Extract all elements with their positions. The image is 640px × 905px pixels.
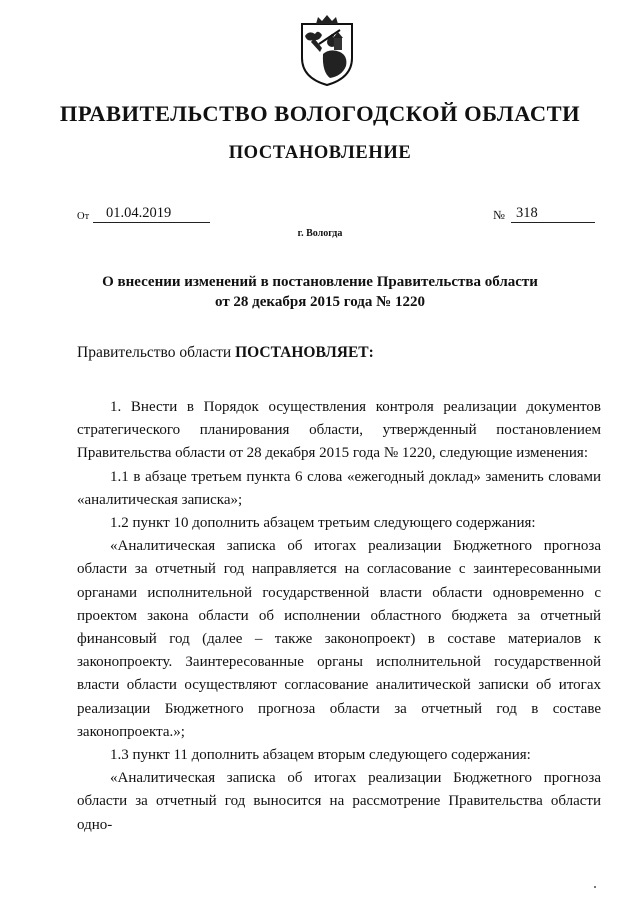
city-label: г. Вологда	[297, 228, 343, 239]
scan-speck	[594, 886, 596, 888]
document-subject	[0, 272, 640, 312]
body-paragraph: 1.3 пункт 11 дополнить абзацем вторым следующего содержания:	[110, 747, 531, 764]
number-field: 318	[511, 205, 595, 223]
resolve-prefix: Правительство области	[77, 344, 236, 361]
body-paragraph: 1. Внести в Порядок осуществления контроля реализации документов стратегического планирования области, утвержденный постановлением Правительства области от 28 декабря 2015 года № 1220, следующие изменения:	[77, 399, 601, 462]
subject-line-2: от 28 декабря 2015 года № 1220	[215, 294, 425, 310]
document-type-title: ПОСТАНОВЛЕНИЕ	[228, 143, 412, 163]
date-field: 01.04.2019	[93, 205, 210, 223]
subject-line-1: О внесении изменений в постановление Правительства области	[102, 274, 538, 290]
vologda-coat-of-arms-icon	[296, 14, 358, 88]
body-paragraph: «Аналитическая записка об итогах реализации Бюджетного прогноза области за отчетный год направляется на согласование с заинтересованными органами исполнительной государственной власти области одновременно с проектом закона области об исполнении областного бюджета за отчетный финансовый год (далее – также законопроект) в составе материалов к законопроекту. Заинтересованные органы исполнительной государственной власти области осуществляют согласование аналитической записки об итогах реализации Бюджетного прогноза области за отчетный год в составе законопроекта.»;	[77, 538, 601, 740]
date-label: От	[77, 211, 90, 222]
resolve-statement	[77, 344, 374, 362]
body-paragraph: 1.2 пункт 10 дополнить абзацем третьим следующего содержания:	[110, 515, 536, 532]
resolve-keyword: ПОСТАНОВЛЯЕТ:	[235, 344, 374, 361]
body-paragraph: 1.1 в абзаце третьем пункта 6 слова «ежегодный доклад» заменить словами «аналитическая записка»;	[77, 468, 601, 508]
number-label: №	[493, 208, 505, 222]
government-title: ПРАВИТЕЛЬСТВО ВОЛОГОДСКОЙ ОБЛАСТИ	[59, 101, 581, 126]
body-paragraph: «Аналитическая записка об итогах реализации Бюджетного прогноза области за отчетный год выносится на рассмотрение Правительства области одно-	[77, 770, 601, 833]
document-body	[77, 396, 601, 837]
